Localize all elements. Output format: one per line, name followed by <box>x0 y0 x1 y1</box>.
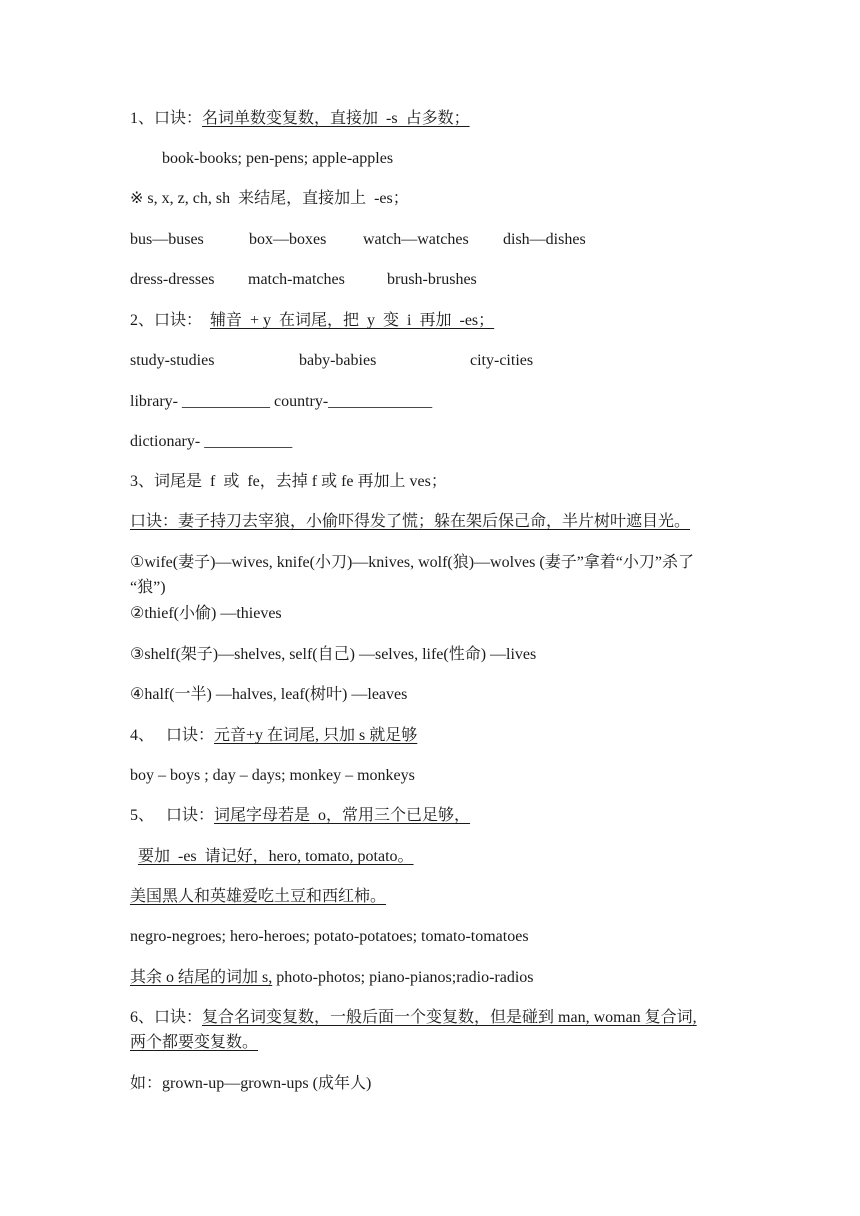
s3-example-2: ②thief(小偷) —thieves <box>130 605 282 622</box>
s1-row1-item: box—boxes <box>249 231 327 248</box>
s2-rule: 辅音 + y 在词尾，把 y 变 i 再加 -es； <box>210 312 495 329</box>
s2-row1-item: study-studies <box>130 352 215 369</box>
s6-rule: 复合名词变复数，一般后面一个变复数，但是碰到 man, woman 复合词, <box>202 1009 697 1026</box>
s2-fill1: library- ___________ country-_____________ <box>130 393 433 410</box>
s2-row1-item: city-cities <box>470 352 534 369</box>
s1-row2-item: match-matches <box>248 271 345 288</box>
s5-rule: 词尾字母若是 o，常用三个已足够， <box>214 807 471 824</box>
s1-row1-item: dish—dishes <box>503 231 586 248</box>
s1-rule: 名词单数变复数，直接加 -s 占多数； <box>202 110 470 127</box>
s4-title-prefix: 4、 口诀： <box>130 727 215 744</box>
s5-rule-continued: 要加 -es 请记好，hero, tomato, potato。 <box>138 848 414 865</box>
s6-rule-continued: 两个都要变复数。 <box>130 1034 259 1051</box>
s4-rule: 元音+y 在词尾, 只加 s 就足够 <box>214 727 418 744</box>
s1-rule2: ※ s, x, z, ch, sh 来结尾，直接加上 -es； <box>130 190 409 207</box>
s6-example: 如：grown-up—grown-ups (成年人) <box>130 1075 372 1092</box>
s1-title <box>130 109 470 129</box>
s3-example-1a: ①wife(妻子)—wives, knife(小刀)—knives, wolf(狼)—wolves (妻子”拿着“小刀”杀了 <box>130 554 695 571</box>
s5-other <box>130 968 534 988</box>
s5-example: negro-negroes; hero-heroes; potato-potatoes; tomato-tomatoes <box>130 928 529 945</box>
s3-example-3: ③shelf(架子)—shelves, self(自己) —selves, life(性命) —lives <box>130 646 537 663</box>
s1-row2-item: dress-dresses <box>130 271 215 288</box>
s4-example: boy – boys ; day – days; monkey – monkeys <box>130 767 415 784</box>
s2-title <box>130 311 494 331</box>
s2-row1-item: baby-babies <box>299 352 377 369</box>
s4-title <box>130 726 417 746</box>
s6-title <box>130 1008 697 1028</box>
s1-row1-item: watch—watches <box>363 231 469 248</box>
s5-other-rule: 其余 o 结尾的词加 s, <box>130 969 273 986</box>
s1-row2-item: brush-brushes <box>387 271 477 288</box>
s5-mnemonic: 美国黑人和英雄爱吃土豆和西红柿。 <box>130 888 387 905</box>
s1-title-prefix: 1、口诀： <box>130 110 203 127</box>
s2-title-prefix: 2、口诀： <box>130 312 211 329</box>
s2-fill2: dictionary- ___________ <box>130 433 293 450</box>
s1-row1-item: bus—buses <box>130 231 204 248</box>
s3-example-4: ④half(一半) —halves, leaf(树叶) —leaves <box>130 686 408 703</box>
s3-mnemonic: 口诀：妻子持刀去宰狼，小偷吓得发了慌；躲在架后保己命，半片树叶遮目光。 <box>130 513 691 530</box>
s5-title-prefix: 5、 口诀： <box>130 807 215 824</box>
s3-example-1b: “狼”) <box>130 579 166 596</box>
s3-title: 3、词尾是 f 或 fe，去掉 f 或 fe 再加上 ves； <box>130 473 447 490</box>
s5-other-example: photo-photos; piano-pianos;radio-radios <box>272 969 534 986</box>
s5-title <box>130 806 470 826</box>
s6-title-prefix: 6、口诀： <box>130 1009 203 1026</box>
s1-example: book-books; pen-pens; apple-apples <box>162 150 394 167</box>
